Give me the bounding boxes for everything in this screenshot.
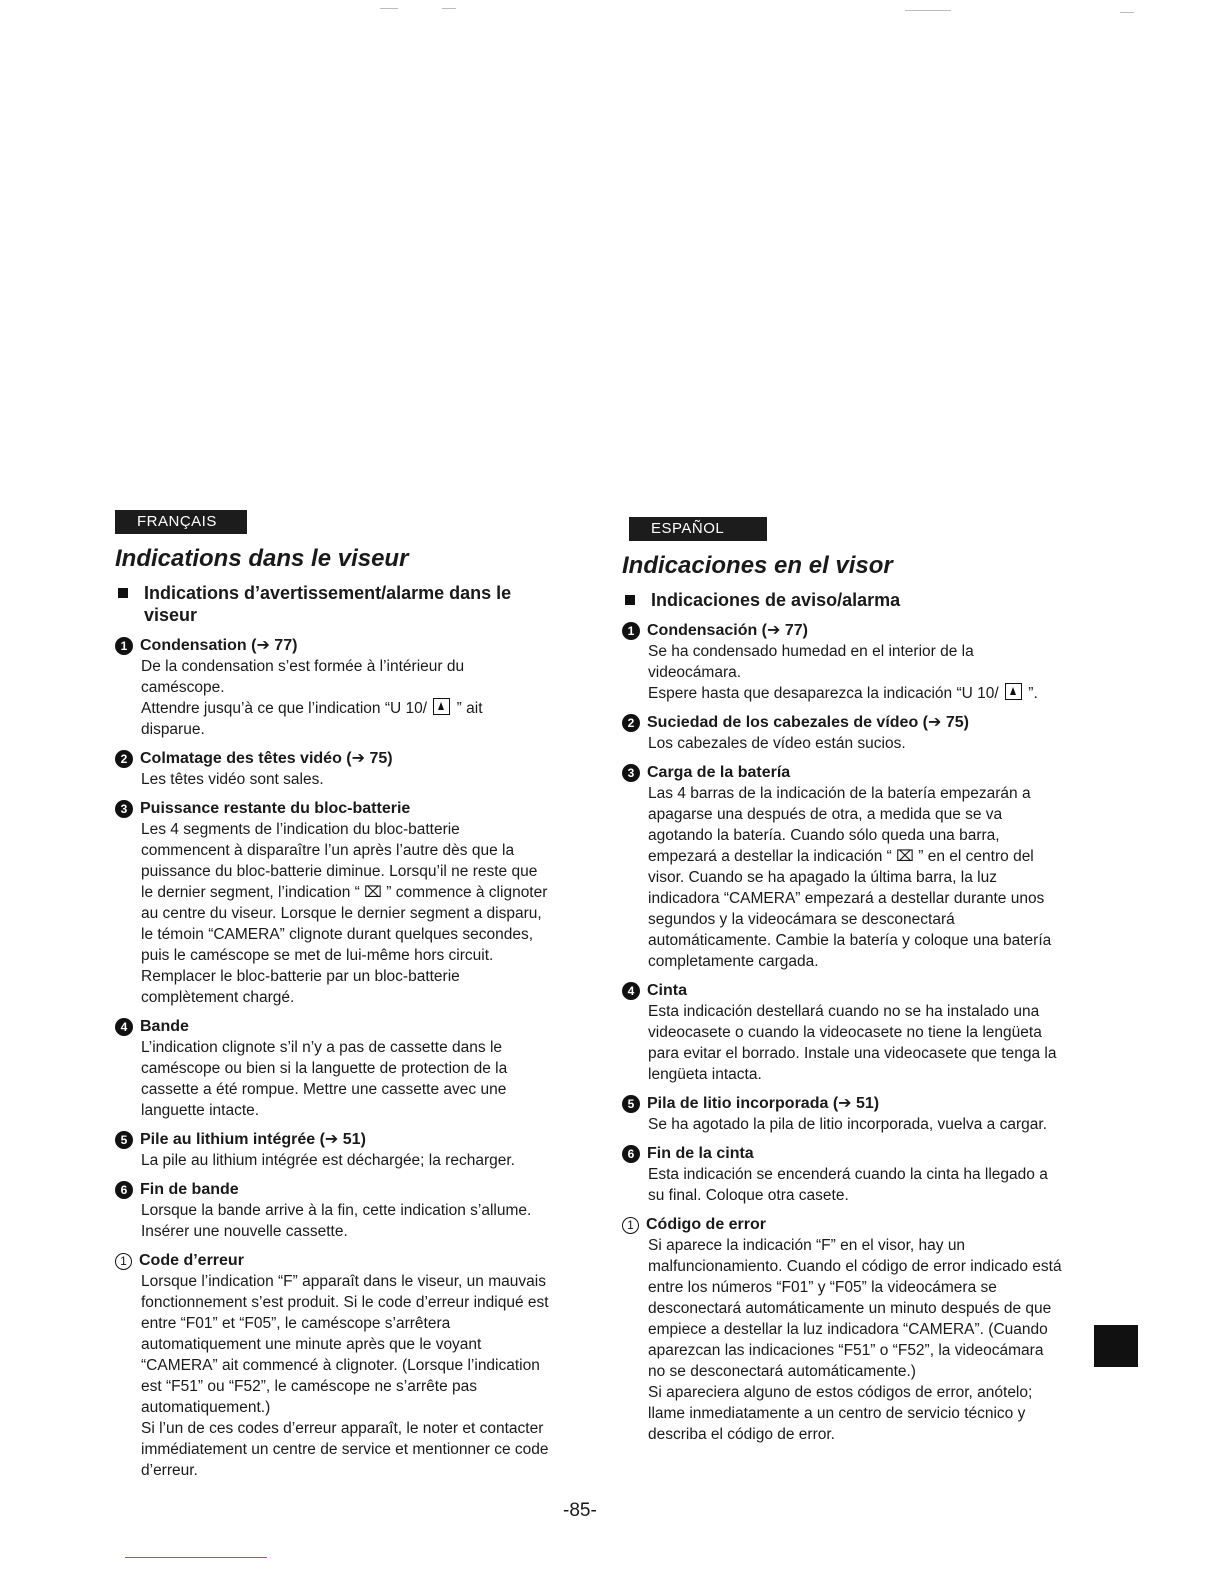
item-heading-text: Cinta <box>647 982 687 999</box>
item-body-text: L’indication clignote s’il n’y a pas de cassette dans le caméscope ou bien si la languette de protection de la cassette a été rompue. Mettre une cassette avec une languette intacte. <box>141 1039 508 1119</box>
item-body-text: Lorsque l’indication “F” apparaît dans le viseur, un mauvais fonctionnement s’est produit. Si le code d’erreur indiqué est entre “F01” et “F05”, le caméscope s’arrêtera automatiquement une minute après que le voyant “CAMERA” ait commencé à clignoter. (Lorsque l’indication est “F51” ou “F52”, le caméscope ne s’arrête pas automatiquement.) Si l’un de ces codes d’erreur apparaît, le noter et contacter immédiatement un centre de service et mentionner ce code d’erreur. <box>141 1273 549 1479</box>
section-title-spanish: Indicaciones en el visor <box>622 552 893 579</box>
language-tab-french: FRANÇAIS <box>115 510 247 534</box>
scan-artifact <box>1120 12 1134 13</box>
item-body-text: Los cabezales de vídeo están sucios. <box>648 735 906 752</box>
circled-number-icon: 5 <box>622 1095 640 1113</box>
item-body-text: De la condensation s’est formée à l’intérieur du caméscope. Attendre jusqu’à ce que l’indication “U 10/ ” ait disparue. <box>141 658 483 738</box>
item-list-french <box>115 636 550 1481</box>
warning-item <box>115 1130 550 1171</box>
item-body-text: Si aparece la indicación “F” en el visor, hay un malfuncionamiento. Cuando el código de error indicado está entre los números “F01” y “F05” la videocámera se desconectará automáticamente un minuto después de que empiece a destellar la luz indicadora “CAMERA”. (Cuando aparezcan las indicaciones “F51” o “F52”, la videocámara no se desconectará automáticamente.) Si apareciera alguno de estos códigos de error, anótelo; llame inmediatamente a un centro de servicio técnico y describa el código de error. <box>648 1237 1062 1443</box>
section-title-french: Indications dans le viseur <box>115 545 409 572</box>
item-heading-text: Puissance restante du bloc-batterie <box>140 800 411 817</box>
warning-item <box>115 1251 550 1481</box>
item-heading-text: Bande <box>140 1018 189 1035</box>
item-heading-text: Fin de bande <box>140 1181 239 1198</box>
warning-item <box>622 1144 1062 1206</box>
item-heading <box>622 1144 1062 1164</box>
warning-item <box>115 749 550 790</box>
item-heading <box>622 1215 1062 1235</box>
subheading-french <box>115 582 550 626</box>
item-body-text: Les têtes vidéo sont sales. <box>141 771 324 788</box>
scan-artifact <box>380 8 398 9</box>
item-body-text: Esta indicación se encenderá cuando la cinta ha llegado a su final. Coloque otra casete. <box>648 1166 1048 1204</box>
circled-number-outline-icon: 1 <box>622 1217 639 1234</box>
circled-number-icon: 5 <box>115 1131 133 1149</box>
circled-number-icon: 1 <box>115 637 133 655</box>
item-list-spanish <box>622 621 1062 1445</box>
item-heading-text: Suciedad de los cabezales de vídeo (➔ 75) <box>647 714 969 731</box>
tape-protect-icon <box>1005 683 1022 700</box>
section-marker-tab <box>1094 1325 1138 1367</box>
item-heading <box>115 1251 550 1271</box>
circled-number-icon: 6 <box>115 1181 133 1199</box>
warning-item <box>622 1094 1062 1135</box>
item-body-text: La pile au lithium intégrée est déchargée; la recharger. <box>141 1152 515 1169</box>
item-body-text: Las 4 barras de la indicación de la batería empezarán a apagarse una después de otra, a medida que se va agotando la batería. Cuando sólo queda una barra, empezará a destellar la indicación “ ⌧ ” en el centro del visor. Cuando se ha apagado la última barra, la luz indicadora “CAMERA” empezará a destellar durante unos segundos y la videocámara se desconectará automáticamente. Cambie la batería y coloque una batería completamente cargada. <box>648 785 1052 970</box>
warning-item <box>622 713 1062 754</box>
bottom-rule <box>125 1557 267 1558</box>
subheading-text: Indications d’avertissement/alarme dans le viseur <box>144 583 512 625</box>
bullet-square-icon <box>625 595 635 605</box>
circled-number-icon: 4 <box>622 982 640 1000</box>
warning-item <box>622 763 1062 972</box>
item-heading <box>115 636 550 656</box>
item-heading <box>622 981 1062 1001</box>
item-heading <box>622 763 1062 783</box>
item-heading-text: Condensation (➔ 77) <box>140 637 298 654</box>
warning-item <box>115 636 550 740</box>
item-body-text: Les 4 segments de l’indication du bloc-batterie commencent à disparaître l’un après l’autre dès que la puissance du bloc-batterie diminue. Lorsqu’il ne reste que le dernier segment, l’indication “ ⌧ ” commence à clignoter au centre du viseur. Lorsque le dernier segment a disparu, le témoin “CAMERA” clignote durant quelques secondes, puis le caméscope se met de lui-même hors circuit. Remplacer le bloc-batterie par un bloc-batterie complètement chargé. <box>141 821 548 1006</box>
warning-item <box>622 1215 1062 1445</box>
circled-number-icon: 4 <box>115 1018 133 1036</box>
item-body-text: Se ha agotado la pila de litio incorporada, vuelva a cargar. <box>648 1116 1047 1133</box>
item-heading-text: Pile au lithium intégrée (➔ 51) <box>140 1131 366 1148</box>
item-body-text: Se ha condensado humedad en el interior de la videocámara. Espere hasta que desaparezca la indicación “U 10/ ”. <box>648 643 1038 702</box>
item-body-text: Lorsque la bande arrive à la fin, cette indication s’allume. Insérer une nouvelle cassette. <box>141 1202 532 1240</box>
item-heading-text: Código de error <box>646 1216 767 1233</box>
item-heading-text: Condensación (➔ 77) <box>647 622 808 639</box>
circled-number-icon: 3 <box>115 800 133 818</box>
circled-number-icon: 2 <box>622 714 640 732</box>
page-number: -85- <box>563 1500 597 1521</box>
warning-item <box>622 981 1062 1085</box>
item-heading-text: Pila de litio incorporada (➔ 51) <box>647 1095 880 1112</box>
scan-artifact <box>905 10 951 11</box>
item-heading <box>115 1017 550 1037</box>
item-heading <box>622 621 1062 641</box>
item-heading-text: Colmatage des têtes vidéo (➔ 75) <box>140 750 393 767</box>
item-heading <box>622 713 1062 733</box>
warning-item <box>115 1017 550 1121</box>
circled-number-icon: 2 <box>115 750 133 768</box>
subheading-spanish <box>622 589 1062 611</box>
tape-protect-icon <box>433 698 450 715</box>
item-body-text: Esta indicación destellará cuando no se ha instalado una videocasete o cuando la videocasete no tiene la lengüeta para evitar el borrado. Instale una videocasete que tenga la lengüeta intacta. <box>648 1003 1057 1083</box>
item-heading <box>115 1130 550 1150</box>
circled-number-icon: 1 <box>622 622 640 640</box>
item-heading <box>115 1180 550 1200</box>
item-heading <box>622 1094 1062 1114</box>
french-column <box>115 510 550 1490</box>
subheading-text: Indicaciones de aviso/alarma <box>651 590 901 610</box>
item-heading <box>115 799 550 819</box>
item-heading-text: Carga de la batería <box>647 764 791 781</box>
circled-number-outline-icon: 1 <box>115 1253 132 1270</box>
language-tab-spanish: ESPAÑOL <box>629 517 767 541</box>
warning-item <box>115 1180 550 1242</box>
scan-artifact <box>442 8 456 9</box>
item-heading-text: Code d’erreur <box>139 1252 244 1269</box>
circled-number-icon: 3 <box>622 764 640 782</box>
bullet-square-icon <box>118 588 128 598</box>
warning-item <box>622 621 1062 704</box>
spanish-column <box>622 517 1062 1454</box>
warning-item <box>115 799 550 1008</box>
item-heading-text: Fin de la cinta <box>647 1145 754 1162</box>
circled-number-icon: 6 <box>622 1145 640 1163</box>
item-heading <box>115 749 550 769</box>
